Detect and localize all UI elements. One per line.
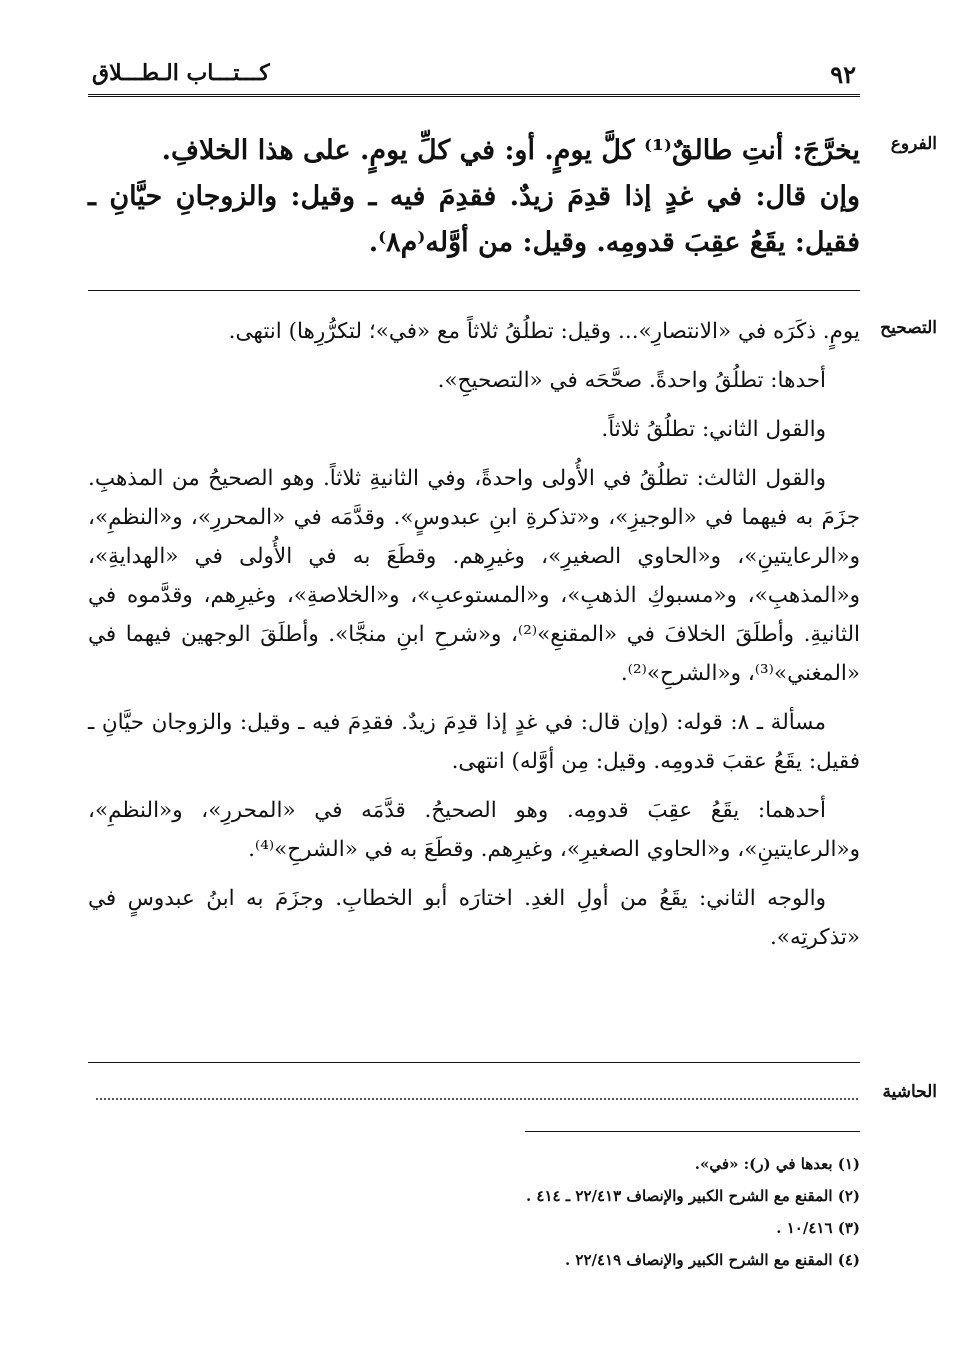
footnote: (٣) ١٠/٤١٦ . bbox=[776, 1219, 860, 1237]
page-header bbox=[88, 58, 860, 97]
tashih-text bbox=[88, 312, 860, 967]
section-label-hashiya: الحاشية bbox=[882, 1082, 937, 1102]
furu-line: وإن قال: في غدٍ إذا قدِمَ زيدٌ. فقدِمَ فيه ـ وقيل: والزوجانِ حيَّانِ ـ فقيل: يقَعُ عقِبَ قدومِه. وقيل: من أوَّله⁽م٨⁾. bbox=[88, 181, 860, 258]
footnote: (٢) المقنع مع الشرح الكبير والإنصاف ٢٢/٤١٣ ـ ٤١٤ . bbox=[525, 1187, 860, 1205]
tashih-paragraph: والقول الثاني: تطلُقُ ثلاثاً. bbox=[601, 417, 826, 442]
tashih-paragraph: والوجه الثاني: يقَعُ من أولِ الغدِ. اختارَه أبو الخطابِ. وجزَمَ به ابنُ عبدوسٍ في «تذكرتِه». bbox=[88, 886, 860, 950]
furu-line: يخرَّجَ: أنتِ طالقٌ⁽¹⁾ كلَّ يومٍ. أو: في كلِّ يومٍ. على هذا الخلافِ. bbox=[161, 135, 860, 166]
tashih-paragraph: يومٍ. ذكَرَه في «الانتصارِ»... وقيل: تطلُقُ ثلاثاً مع «في»؛ لتكرُّرِها) انتهى. bbox=[228, 319, 860, 344]
tashih-paragraph-masala: مسألة ـ ٨: قوله: (وإن قال: في غدٍ إذا قدِمَ زيدٌ. فقدِمَ فيه ـ وقيل: والزوجان حيَّانِ ـ فقيل: يقَعُ عقبَ قدومِه. وقيل: مِن أوَّله) انتهى. bbox=[88, 710, 860, 774]
tashih-paragraph: أحدهما: يقَعُ عقِبَ قدومِه. وهو الصحيحُ. قدَّمَه في «المحررِ»، و«النظمِ»، و«الرعايتينِ»، و«الحاوي الصغيرِ»، وغيرِهم. وقطَعَ به في «الشرحِ»⁽⁴⁾. bbox=[88, 798, 860, 862]
section-divider bbox=[88, 1062, 860, 1063]
footnote: (٤) المقنع مع الشرح الكبير والإنصاف ٢٢/٤١٩ . bbox=[564, 1251, 860, 1269]
footnote: (١) بعدها في (ر): «في». bbox=[694, 1155, 860, 1173]
page-number: ٩٢ bbox=[830, 60, 856, 89]
furu-text bbox=[88, 128, 860, 266]
book-title: كـــتـــاب الـطـــلاق bbox=[92, 60, 270, 86]
section-label-furu: الفروع bbox=[890, 134, 937, 154]
footnote-divider bbox=[525, 1131, 860, 1132]
section-label-tashih: التصحيح bbox=[880, 318, 937, 338]
footnotes bbox=[88, 1148, 860, 1276]
section-divider bbox=[88, 290, 860, 291]
hashiya-dotted-line bbox=[96, 1086, 858, 1100]
tashih-paragraph: أحدها: تطلُقُ واحدةً. صحَّحَه في «التصحيحِ». bbox=[437, 368, 826, 393]
tashih-paragraph: والقول الثالث: تطلُقُ في الأُولى واحدةً، وفي الثانيةِ ثلاثاً. وهو الصحيحُ من المذهبِ. جزَمَ به فيهما في «الوجيزِ»، و«تذكرةِ ابنِ عبدوسٍ». وقدَّمَه في «المحررِ»، و«النظمِ»، و«الرعايتينِ»، و«الحاوي الصغيرِ»، وغيرِهم. وقطَعَ به في الأُولى في «الهدايةِ»، و«المذهبِ»، و«مسبوكِ الذهبِ»، و«المستوعبِ»، و«الخلاصةِ»، وغيرِهم، وقدَّموه في الثانيةِ. وأطلَقَ الخلافَ في «المقنعِ»⁽²⁾، و«شرحِ ابنِ منجَّا». وأطلَقَ الوجهين فيهما في «المغني»⁽³⁾، و«الشرحِ»⁽²⁾. bbox=[88, 466, 860, 686]
